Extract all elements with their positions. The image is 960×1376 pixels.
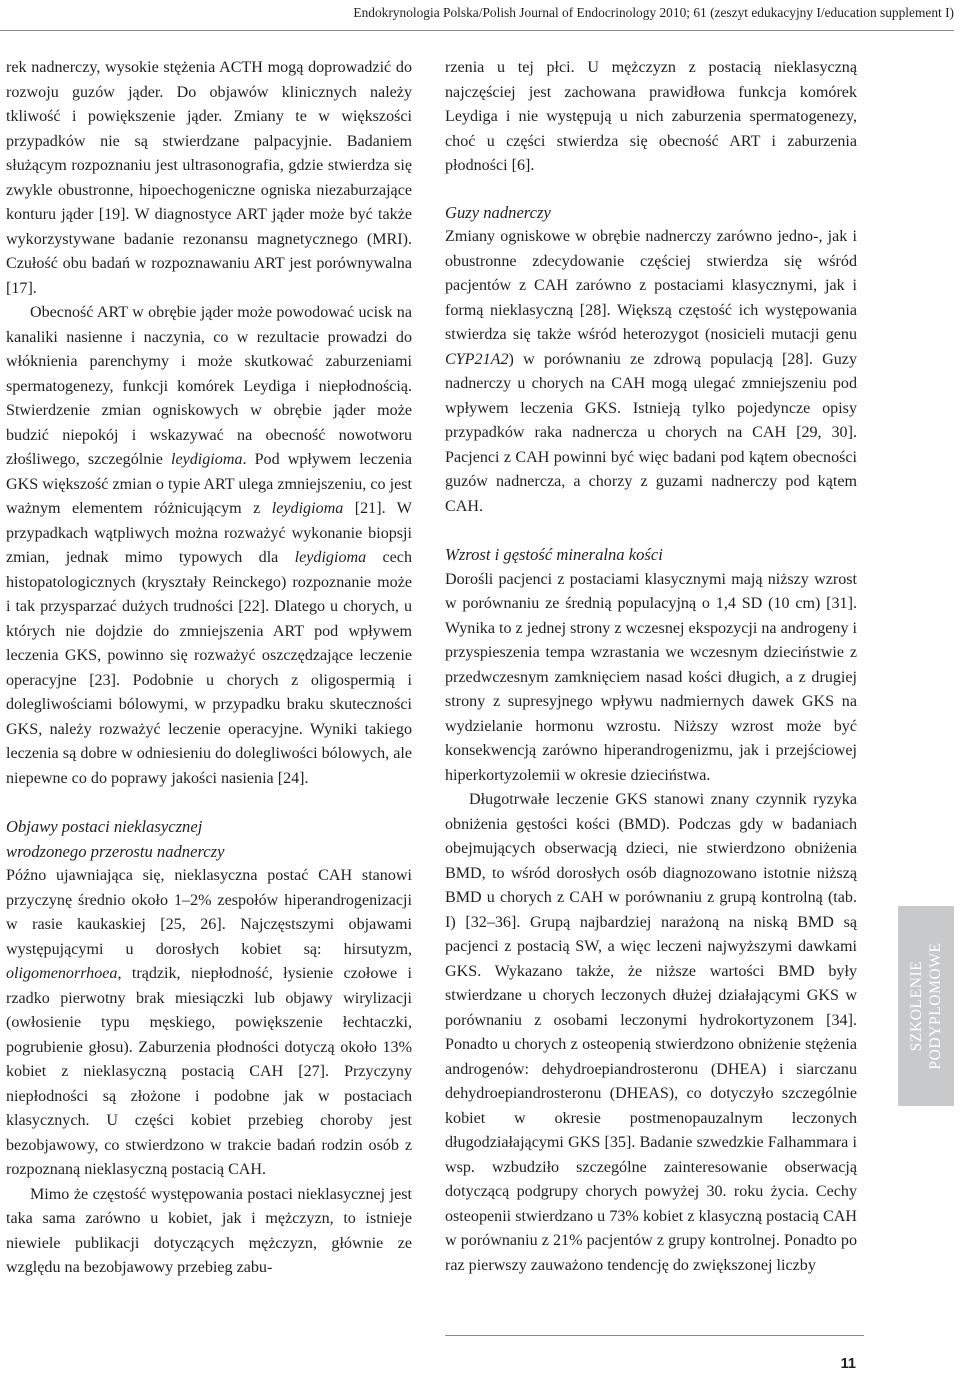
paragraph: [6, 864, 412, 1183]
italic-term: CYP21A2: [445, 350, 509, 368]
running-head: [0, 0, 954, 31]
text-run: ) w porównaniu ze zdrową populacją [28]. Guzy nadnerczy u chorych na CAH mogą ulegać zmniejszeniu pod wpływem leczenia GKS. Istnieją tylko pojedyncze opisy przypadków raka nadnercza u chorych na CAH [29, 30]. Pacjenci z CAH powinni być więc badani pod kątem obecności guzów nadnercza, a chorzy z guzami nadnerczy pod kątem CAH.: [445, 350, 857, 515]
text-run: Zmiany ogniskowe w obrębie nadnerczy zarówno jedno-, jak i obustronne zdecydowanie częściej stwierdza się wśród pacjentów z CAH zarówno z postaciami klasycznymi, jak i formą nieklasyczną [28]. Większą częstość ich występowania stwierdza się także wśród heterozygot (nosicieli mutacji genu: [445, 228, 857, 343]
italic-term: leydigioma: [170, 451, 243, 468]
page-number: 11: [840, 1356, 856, 1372]
text-run: cech histopatologicznych (kryształy Reinckego) rozpoznanie może i tak przysparzać dużych trudności [22]. Dlatego u chorych, u których nie dojdzie do zmniejszenia ART pod wpływem leczenia GKS, powinno się rozważyć oszczędzające leczenie operacyjne [23]. Podobnie u chorych z oligospermią i dolegliwościami bólowymi, w przypadku braku skuteczności GKS, należy rozważyć leczenie operacyjne. Wyniki takiego leczenia są dobre w odniesieniu do dolegliwości bólowych, ale niepewne co do poprawy jakości nasienia [24].: [6, 549, 412, 787]
italic-term: oligomenorrhoea: [6, 965, 118, 982]
paragraph: [6, 301, 412, 791]
paragraph: Długotrwałe leczenie GKS stanowi znany czynnik ryzyka obniżenia gęstości kości (BMD). Podczas gdy w badaniach obejmujących obserwacją dzieci, nie stwierdzono obniżenia BMD, to wśród dorosłych osób diagnozowano istotnie niższą BMD u chorych z CAH w porównaniu z grupą kontrolną (tab. I) [32–36]. Grupą najbardziej narażoną na niską BMD są pacjenci z postacią SW, a więc leczeni najwyższymi dawkami GKS. Wykazano także, że niższe wartości BMD były stwierdzane u chorych leczonych dłużej działającymi GKS w porównaniu z osobami leczonymi hydrokortyzonem [34]. Ponadto u chorych z osteopenią stwierdzono obniżenie stężenia androgenów: dehydroepiandrosteronu (DHEA) i siarczanu dehydroepiandrosteronu (DHEAS), co dotyczyło szczególnie kobiet w okresie postmenopauzalnym leczonych długodziałającymi GKS [35]. Badanie szwedzkie Falhammara i wsp. wzbudziło szczególne zainteresowanie obserwacją dotyczącą podgrupy chorych powyżej 30. roku życia. Cechy osteopenii stwierdzano u 73% kobiet z klasyczną postacią CAH w porównaniu z 21% pacjentów z grupy kontrolnej. Ponadto po raz pierwszy zauważono tendencję do zwiększonej liczby: [445, 791, 857, 1274]
paragraph: Mimo że częstość występowania postaci nieklasycznej jest taka sama zarówno u kobiet, jak i mężczyzn, to istnieje niewiele publikacji dotyczących mężczyzn, głównie ze względu na bezobjawowy przebieg zabu-: [6, 1185, 412, 1276]
text-run: Późno ujawniająca się, nieklasyczna postać CAH stanowi przyczynę średnio około 1–2% zespołów hiperandrogenizacji w rasie kaukaskiej [25, 26]. Najczęstszymi objawami występującymi u dorosłych kobiet są: hirsutyzm,: [6, 867, 412, 958]
section-heading: Wzrost i gęstość mineralna kości: [445, 545, 663, 564]
italic-term: leydigioma: [271, 500, 344, 517]
section-side-tab: [898, 906, 954, 1106]
footer-rule: [445, 1335, 864, 1336]
paragraph: Dorośli pacjenci z postaciami klasycznymi mają niższy wzrost w porównaniu ze średnią populacyjną o 1,4 SD (10 cm) [31]. Wynika to z jednej strony z wczesnej ekspozycji na androgeny i przyspieszenia tempa wzrastania we wczesnym dzieciństwie z przedwczesnym zamknięciem nasad kości długich, a z drugiej strony z supresyjnego wpływu nadmiernych dawek GKS na wydzielanie hormonu wzrostu. Niższy wzrost może być konsekwencją zarówno hiperandrogenizmu, jak i przejściowej hiperkortyzolemii w okresie dzieciństwa.: [445, 570, 857, 784]
text-run: [21]. W przypadkach wątpliwych można rozważyć wykonanie biopsji zmian, jednak mimo typowych dla: [6, 500, 412, 566]
text-run: , trądzik, niepłodność, łysienie czołowe i rzadko pierwotny brak miesiączki lub objawy wirylizacji (owłosienie typu męskiego, powiększenie łechtaczki, pogrubienie głosu). Zaburzenia płodności dotyczą około 13% kobiet z nieklasyczną postacią CAH [27]. Przyczyny niepłodności są złożone i podobne jak w postaciach klasycznych. U części kobiet przebieg choroby jest bezobjawowy, co stwierdzono w trakcie badań rodzin osób z rozpoznaną nieklasyczną postacią CAH.: [6, 965, 412, 1178]
side-tab-line: PODYPLOMOWE: [927, 942, 944, 1070]
paragraph: rek nadnerczy, wysokie stężenia ACTH mogą doprowadzić do rozwoju guzów jąder. Do objawów klinicznych należy tkliwość i powiększenie jąder. Zmiany te w większości przypadków nie są stwierdzane palpacyjnie. Badaniem służącym rozpoznaniu jest ultrasonografia, gdzie stwierdza się zwykle obustronne, hipoechogeniczne ogniska niezaburzające konturu jąder [19]. W diagnostyce ART jąder może być także wykorzystywane badanie rezonansu magnetycznego (MRI). Czułość obu badań w rozpoznawaniu ART jest porównywalna [17].: [6, 59, 412, 297]
heading-line: Objawy postaci nieklasycznej: [6, 817, 203, 836]
paragraph: [445, 225, 857, 519]
paragraph: rzenia u tej płci. U mężczyzn z postacią nieklasyczną najczęściej jest zachowana prawidłowa funkcja komórek Leydiga i nie występują u nich zaburzenia spermatogenezy, choć u części stwierdza się obecność ART i zaburzenia płodności [6].: [445, 59, 857, 174]
left-column: [6, 56, 412, 1281]
section-heading: [6, 815, 412, 864]
text-run: . Pod wpływem leczenia GKS większość zmian o typie ART ulega zmniejszeniu, co jest ważnym elementem różnicującym z: [6, 451, 412, 517]
heading-line: wrodzonego przerostu nadnerczy: [6, 841, 225, 861]
running-head-text: Endokrynologia Polska/Polish Journal of Endocrinology 2010; 61 (zeszyt edukacyjny I/education supplement I): [353, 5, 954, 20]
right-column: [445, 56, 857, 1278]
italic-term: leydigioma: [294, 549, 367, 566]
side-tab-text: [907, 942, 945, 1069]
text-run: Obecność ART w obrębie jąder może powodować ucisk na kanaliki nasienne i naczynia, co w rezultacie prowadzi do włóknienia parenchymy i może skutkować zaburzeniami spermatogenezy, funkcji komórek Leydiga i niepłodnością. Stwierdzenie zmian ogniskowych w obrębie jąder może budzić niepokój i wskazywać na obecność nowotworu złośliwego, szczególnie: [6, 304, 412, 468]
side-tab-line: SZKOLENIE: [908, 960, 925, 1052]
section-heading: Guzy nadnerczy: [445, 202, 551, 222]
